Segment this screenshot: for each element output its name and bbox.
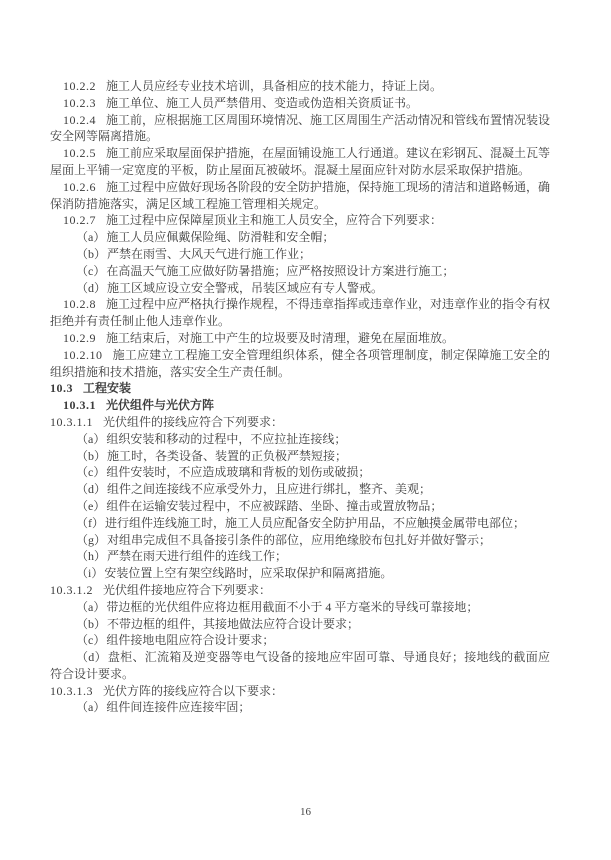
section-heading-10-3-number: 10.3	[50, 381, 73, 396]
item-10-3-1-2-d-text: 盘柜、汇流箱及逆变器等电气设备的接地应牢固可靠、导通良好；接地线的截面应符合设计要求。	[50, 650, 550, 681]
page-number: 16	[300, 806, 311, 818]
item-10-3-1-1-a-label: （a）	[76, 431, 106, 446]
clause-10-2-10-number: 10.2.10	[63, 347, 103, 362]
item-10-3-1-1-i-text: 安装位置上空有架空线路时，应采取保护和隔离措施。	[104, 566, 393, 581]
item-10-3-1-2-a-label: （a）	[76, 599, 106, 614]
item-10-2-7-b-label: （b）	[76, 246, 107, 261]
item-10-3-1-1-i-label: （i）	[76, 566, 104, 581]
item-10-3-1-2-b-text: 不带边框的组件，其接地做法应符合设计要求；	[107, 616, 360, 631]
item-10-3-1-1-d-text: 组件之间连接线不应承受外力，且应进行绑扎，整齐、美观；	[107, 482, 432, 497]
item-10-3-1-1-c-label: （c）	[76, 465, 106, 480]
clause-10-2-2	[50, 78, 550, 95]
clause-10-3-1-1-text: 光伏组件的接线应符合下列要求：	[103, 414, 284, 429]
clause-10-2-8-text: 施工过程中应严格执行操作规程，不得违章指挥或违章作业，对违章作业的指令有权拒绝并有责任制止他人违章作业。	[50, 297, 551, 329]
item-10-3-1-1-f-text: 进行组件连线施工时，施工人员应配备安全防护用品，不应触摸金属带电部位；	[105, 515, 526, 530]
item-10-3-1-1-a	[50, 431, 550, 448]
subsection-heading-10-3-1-number: 10.3.1	[63, 398, 96, 413]
item-10-2-7-a-text: 施工人员应佩戴保险绳、防滑鞋和安全帽；	[106, 230, 335, 245]
item-10-3-1-2-c-label: （c）	[76, 633, 106, 648]
item-10-3-1-1-c-text: 组件安装时，不应造成玻璃和背板的划伤或破损；	[106, 465, 371, 480]
clause-10-2-5-text: 施工前应采取屋面保护措施，在屋面铺设施工人行通道。建议在彩钢瓦、混凝土瓦等屋面上平铺一定宽度的平板，防止屋面瓦被破坏。混凝土屋面应针对防水层采取保护措施。	[50, 146, 551, 177]
clause-10-2-2-number: 10.2.2	[63, 79, 96, 93]
item-10-3-1-2-b	[50, 616, 550, 633]
item-10-3-1-2-c	[50, 632, 550, 649]
item-10-3-1-1-d	[50, 481, 550, 498]
clause-10-2-4	[50, 112, 550, 146]
item-10-3-1-1-h-label: （h）	[76, 549, 107, 564]
item-10-3-1-1-g	[50, 532, 550, 549]
item-10-3-1-2-c-text: 组件接地电阻应符合设计要求；	[106, 633, 275, 648]
clause-10-2-9	[50, 330, 550, 347]
item-10-3-1-1-h-text: 严禁在雨天进行组件的连线工作；	[107, 549, 288, 564]
clause-10-2-5	[50, 145, 550, 179]
section-heading-10-3-text: 工程安装	[83, 381, 132, 396]
clause-10-3-1-3-number: 10.3.1.3	[50, 683, 93, 698]
item-10-3-1-2-d	[50, 649, 550, 683]
item-10-3-1-1-e-label: （e）	[76, 498, 106, 513]
clause-10-3-1-3-text: 光伏方阵的接线应符合以下要求：	[103, 683, 284, 698]
clause-10-3-1-3	[50, 683, 550, 700]
clause-10-2-7-text: 施工过程中应保障屋顶业主和施工人员安全，应符合下列要求：	[106, 213, 443, 228]
clause-10-3-1-1-number: 10.3.1.1	[50, 414, 93, 429]
item-10-2-7-c	[50, 263, 550, 280]
clause-10-2-5-number: 10.2.5	[63, 146, 96, 161]
clause-10-2-10-text: 施工应建立工程施工安全管理组织体系，健全各项管理制度，制定保障施工安全的组织措施和技术措施，落实安全生产责任制。	[50, 347, 550, 379]
clause-10-2-9-text: 施工结束后，对施工中产生的垃圾要及时清理，避免在屋面堆放。	[106, 330, 455, 345]
clause-10-2-2-text: 施工人员应经专业技术培训，具备相应的技术能力，持证上岗。	[106, 79, 443, 93]
item-10-2-7-a	[50, 229, 550, 246]
item-10-3-1-1-e	[50, 498, 550, 515]
clause-10-2-6-text: 施工过程中应做好现场各阶段的安全防护措施，保持施工现场的清洁和道路畅通，确保消防措施落实，满足区域工程施工管理相关规定。	[50, 179, 551, 211]
item-10-3-1-2-a-text: 带边框的光伏组件应将边框用截面不小于 4 平方毫米的导线可靠接地；	[106, 599, 479, 614]
clause-10-2-6	[50, 179, 550, 213]
item-10-3-1-1-c	[50, 464, 550, 481]
clause-10-2-10	[50, 347, 550, 381]
clause-10-3-1-2	[50, 582, 550, 599]
item-10-3-1-1-b-text: 施工时，各类设备、装置的正负极严禁短接；	[107, 448, 348, 463]
item-10-3-1-2-d-label: （d）	[76, 650, 107, 665]
item-10-3-1-1-i	[50, 565, 550, 582]
item-10-3-1-1-b	[50, 448, 550, 465]
subsection-heading-10-3-1	[50, 397, 550, 414]
item-10-3-1-3-a-text: 组件间连接件应连接牢固；	[106, 700, 251, 715]
item-10-2-7-b	[50, 246, 550, 263]
clause-10-2-7	[50, 212, 550, 229]
item-10-3-1-3-a	[50, 699, 550, 716]
section-heading-10-3	[50, 380, 550, 397]
item-10-3-1-2-a	[50, 599, 550, 616]
clause-10-3-1-2-text: 光伏组件接地应符合下列要求：	[103, 582, 272, 597]
item-10-3-1-1-d-label: （d）	[76, 482, 107, 497]
clause-10-2-8-number: 10.2.8	[63, 297, 96, 312]
clause-10-2-4-number: 10.2.4	[63, 112, 96, 127]
item-10-3-1-1-a-text: 组织安装和移动的过程中，不应拉扯连接线；	[106, 431, 347, 446]
item-10-2-7-c-label: （c）	[76, 263, 106, 278]
clause-10-2-6-number: 10.2.6	[63, 179, 96, 194]
clause-10-3-1-1	[50, 414, 550, 431]
item-10-3-1-1-b-label: （b）	[76, 448, 107, 463]
clause-10-2-3-text: 施工单位、施工人员严禁借用、变造或伪造相关资质证书。	[106, 95, 419, 110]
item-10-3-1-1-f-label: （f）	[76, 515, 104, 530]
item-10-2-7-c-text: 在高温天气施工应做好防暑措施；应严格按照设计方案进行施工；	[106, 263, 455, 278]
item-10-3-1-1-g-label: （g）	[76, 532, 107, 547]
item-10-2-7-d-text: 施工区域应设立安全警戒，吊装区域应有专人警戒。	[107, 280, 384, 295]
item-10-2-7-d-label: （d）	[76, 280, 107, 295]
item-10-3-1-1-e-text: 组件在运输安装过程中，不应被踩踏、坐卧、撞击或置放物品；	[106, 498, 443, 513]
clause-10-2-9-number: 10.2.9	[63, 330, 96, 345]
clause-10-2-3-number: 10.2.3	[63, 95, 96, 110]
item-10-3-1-1-f	[50, 515, 550, 532]
item-10-3-1-3-a-label: （a）	[76, 700, 106, 715]
item-10-2-7-d	[50, 280, 550, 297]
clause-10-3-1-2-number: 10.3.1.2	[50, 582, 93, 597]
item-10-3-1-1-h	[50, 548, 550, 565]
clause-10-2-3	[50, 95, 550, 112]
clause-10-2-7-number: 10.2.7	[63, 213, 96, 228]
item-10-3-1-1-g-text: 对组串完成但不具备接引条件的部位，应用绝缘胶布包扎好并做好警示；	[107, 532, 492, 547]
clause-10-2-4-text: 施工前，应根据施工区周围环境情况、施工区周围生产活动情况和管线布置情况装设安全网等隔离措施。	[50, 112, 551, 144]
item-10-3-1-2-b-label: （b）	[76, 616, 107, 631]
clause-10-2-8	[50, 296, 550, 330]
item-10-2-7-a-label: （a）	[76, 230, 106, 245]
item-10-2-7-b-text: 严禁在雨雪、大风天气进行施工作业；	[107, 246, 312, 261]
subsection-heading-10-3-1-text: 光伏组件与光伏方阵	[106, 398, 215, 413]
